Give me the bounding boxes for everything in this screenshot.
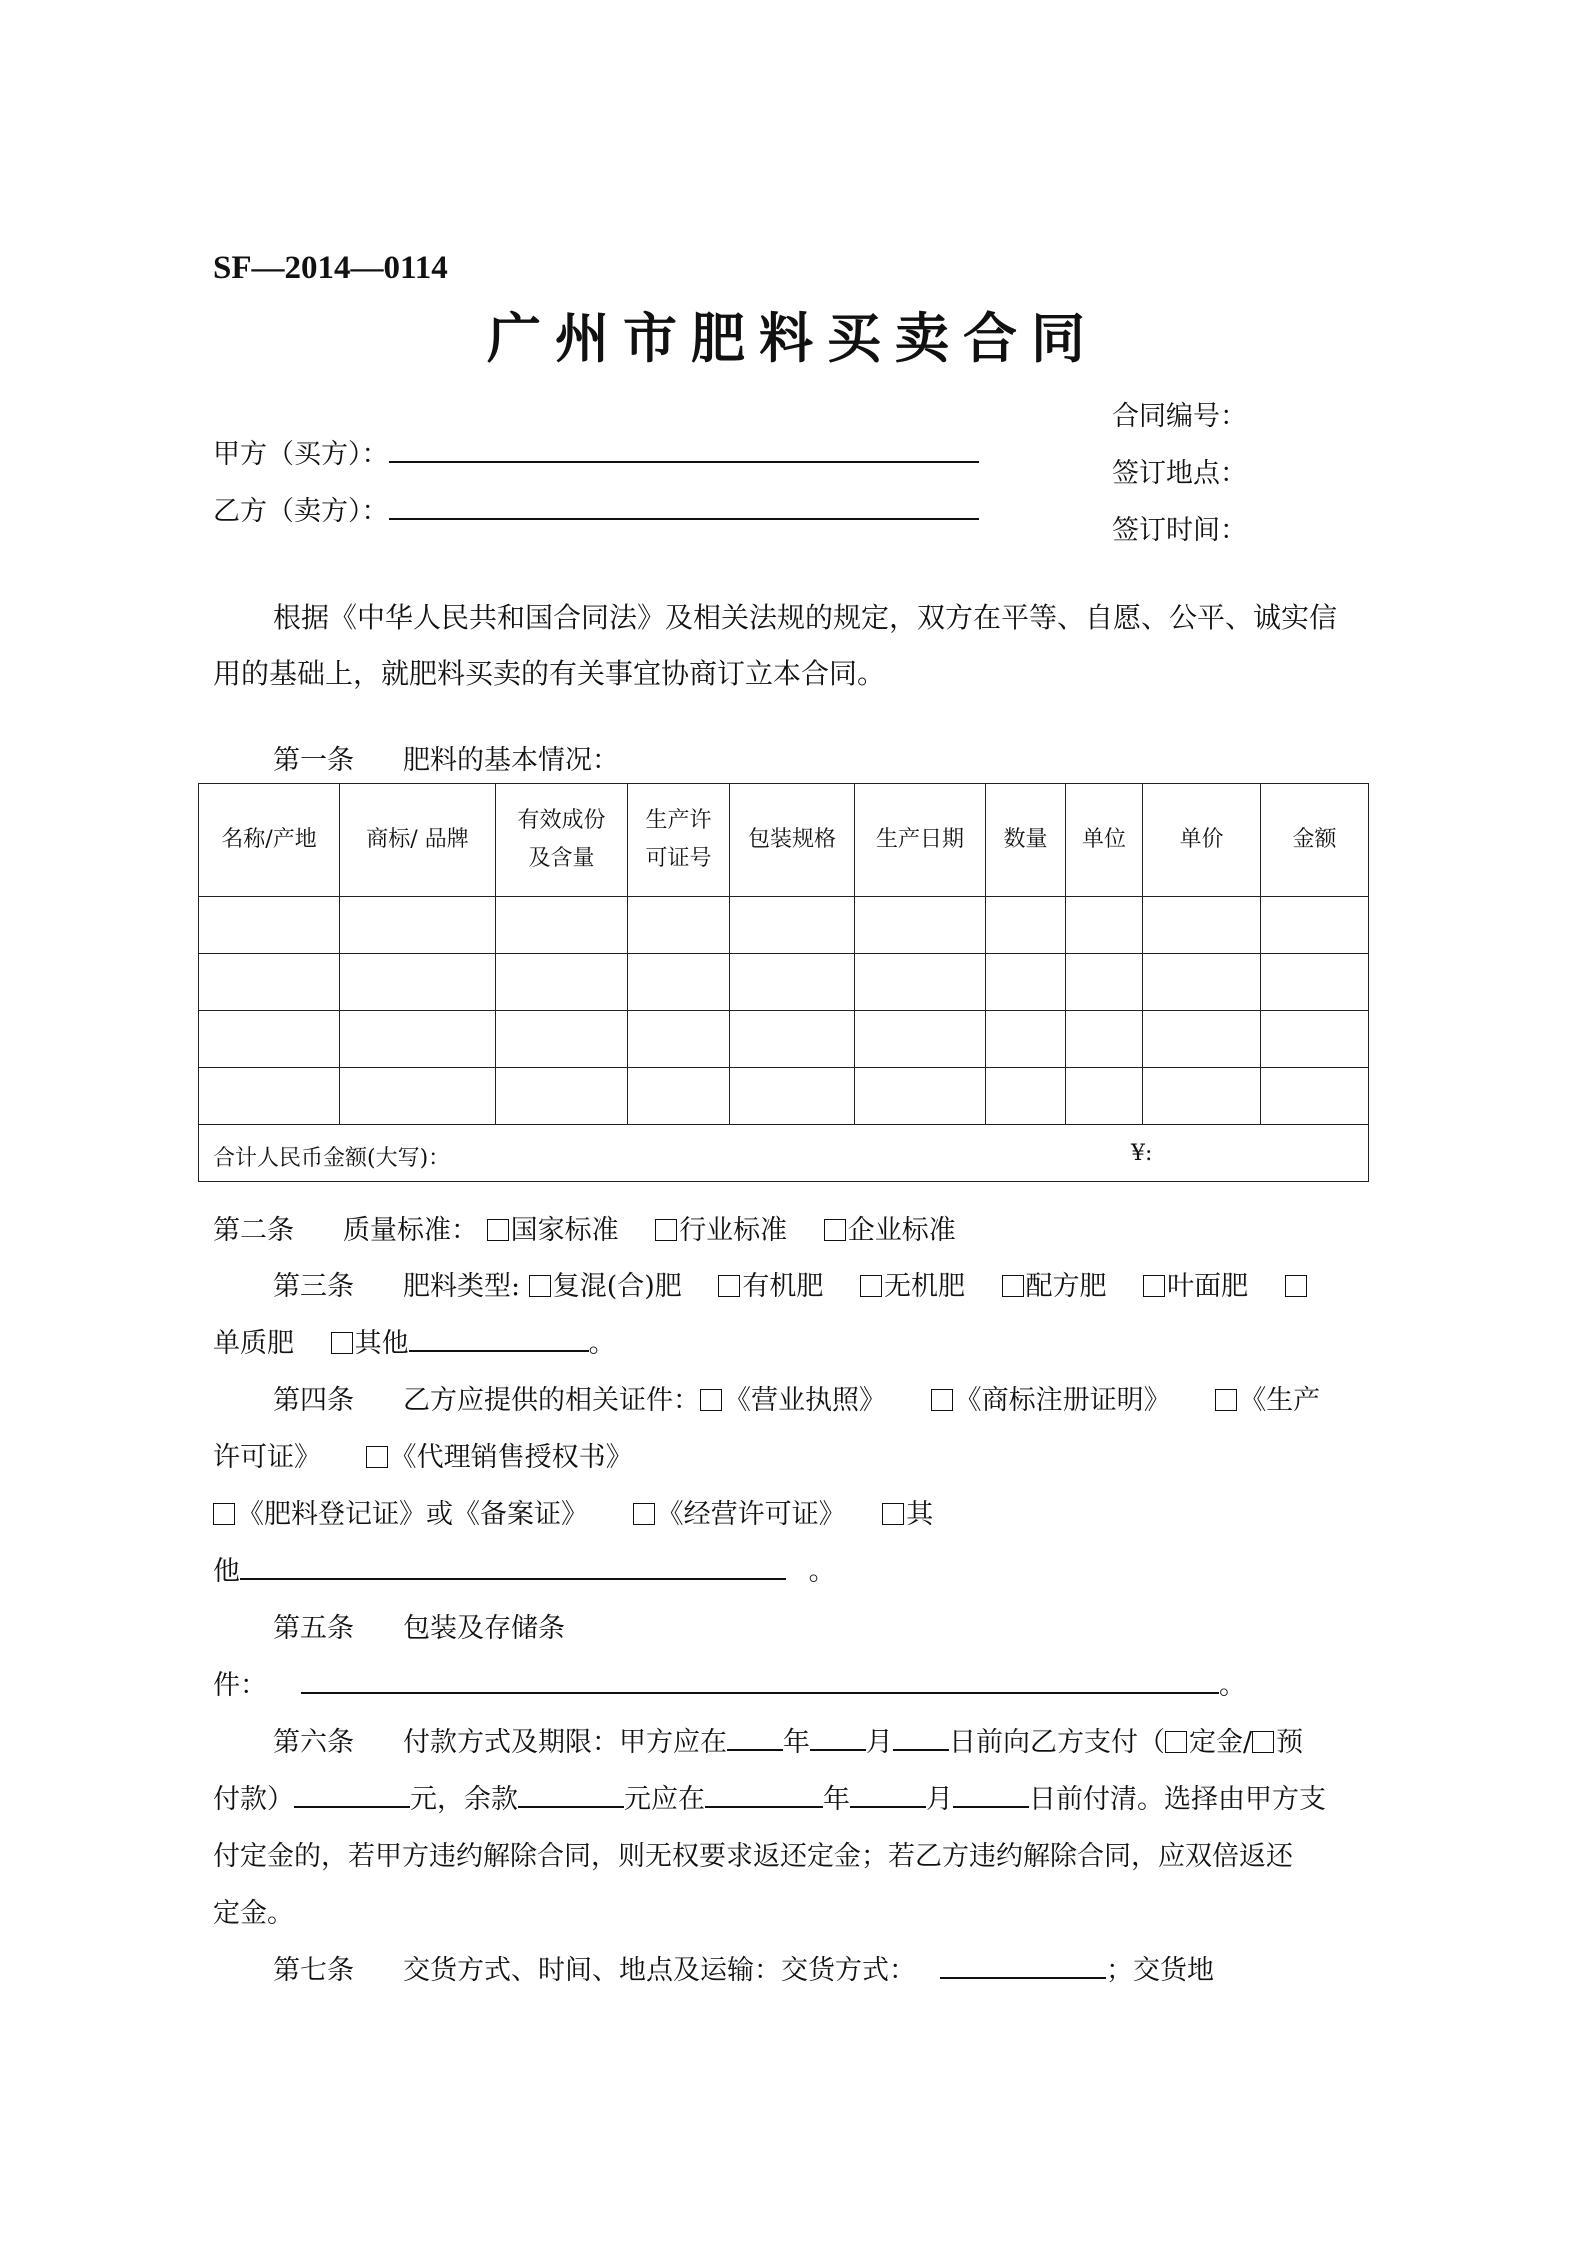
option-operation-license: 《经营许可证》 (656, 1499, 846, 1530)
article-1-label: 第一条 (273, 745, 354, 776)
table-row[interactable] (199, 897, 1369, 954)
option-other-type: 其他 (354, 1328, 409, 1359)
article-3-end: 。 (588, 1328, 616, 1359)
checkbox-enterprise-standard[interactable] (824, 1219, 846, 1241)
option-single-fertilizer: 单质肥 (213, 1328, 294, 1359)
article-1-heading (273, 738, 619, 777)
article-3-line-2 (213, 1321, 616, 1360)
day-clear-label: 日前付清。选择由甲方支 (1029, 1784, 1326, 1815)
option-business-license: 《营业执照》 (724, 1385, 886, 1416)
month-label: 月 (926, 1784, 953, 1815)
party-b-label: 乙方（卖方）： (213, 496, 389, 527)
month-label: 月 (866, 1727, 893, 1758)
option-production-license-a: 《生产 (1239, 1385, 1321, 1416)
option-fertilizer-registration: 《肥料登记证》或《备案证》 (237, 1499, 588, 1530)
article-5-line-2 (213, 1663, 1246, 1702)
checkbox-deposit[interactable] (1165, 1731, 1187, 1753)
checkbox-production-license[interactable] (1215, 1389, 1237, 1411)
article-3 (273, 1264, 1309, 1303)
article-2-text: 质量标准： (343, 1215, 478, 1246)
option-national-standard: 国家标准 (510, 1215, 619, 1246)
checkbox-industry-standard[interactable] (655, 1219, 677, 1241)
table-row[interactable] (199, 1011, 1369, 1068)
article-4-line-4 (213, 1549, 836, 1588)
intro-paragraph (213, 590, 1388, 702)
document-title: 广州市肥料买卖合同 (487, 306, 1099, 370)
article-6-line-2 (213, 1777, 1326, 1816)
party-a-blank[interactable] (389, 435, 979, 463)
total-amount-symbol: ¥: (1131, 1141, 1153, 1166)
delivery-method-blank[interactable] (940, 1951, 1106, 1979)
article-7-tail: ；交货地 (1106, 1955, 1214, 1986)
party-b-row (213, 489, 979, 528)
checkbox-trademark-certificate[interactable] (931, 1389, 953, 1411)
total-amount-label: 合计人民币金额(大写)： (213, 1146, 451, 1171)
party-a-row (213, 432, 979, 471)
article-7-text: 交货方式、时间、地点及运输：交货方式： (403, 1955, 916, 1986)
article-4-line-2 (213, 1435, 633, 1474)
pay-month-blank[interactable] (810, 1723, 866, 1751)
option-industry-standard: 行业标准 (679, 1215, 788, 1246)
header-brand: 商标/ 品牌 (340, 784, 496, 897)
other-type-blank[interactable] (409, 1324, 589, 1352)
prepay-amount-blank[interactable] (294, 1780, 410, 1808)
checkbox-other-documents[interactable] (882, 1503, 904, 1525)
option-trademark-certificate: 《商标注册证明》 (954, 1385, 1171, 1416)
article-4-text: 乙方应提供的相关证件： (403, 1385, 700, 1416)
header-amount: 金额 (1261, 784, 1369, 897)
checkbox-business-license[interactable] (700, 1389, 722, 1411)
table-total-row (199, 1125, 1369, 1182)
article-5-label: 第五条 (273, 1613, 354, 1644)
article-7-label: 第七条 (273, 1955, 354, 1986)
checkbox-fertilizer-registration[interactable] (213, 1503, 235, 1525)
packaging-storage-blank[interactable] (301, 1666, 1219, 1694)
year-label: 年 (783, 1727, 810, 1758)
header-production-date: 生产日期 (855, 784, 986, 897)
option-other-documents-b: 他 (213, 1556, 240, 1587)
checkbox-operation-license[interactable] (633, 1503, 655, 1525)
day-before-label: 日前向乙方支付（ (949, 1727, 1165, 1758)
article-7 (273, 1948, 1214, 1987)
pay-year-blank[interactable] (727, 1723, 783, 1751)
yuan-due-label: 元应在 (624, 1784, 705, 1815)
option-enterprise-standard: 企业标准 (847, 1215, 956, 1246)
article-5-text: 包装及存储条 (403, 1613, 565, 1644)
article-6-line-3: 付定金的，若甲方违约解除合同，则无权要求返还定金；若乙方违约解除合同，应双倍返还 (213, 1841, 1293, 1872)
article-4-line-3 (213, 1492, 933, 1531)
balance-year-blank[interactable] (705, 1780, 823, 1808)
table-header-row (199, 784, 1369, 897)
article-2-label: 第二条 (213, 1215, 294, 1246)
header-unit-price: 单价 (1143, 784, 1261, 897)
table-row[interactable] (199, 954, 1369, 1011)
option-sales-authorization: 《代理销售授权书》 (389, 1442, 633, 1473)
other-documents-blank[interactable] (240, 1552, 786, 1580)
sign-time-label: 签订时间： (1112, 515, 1247, 546)
party-b-blank[interactable] (389, 492, 979, 520)
article-4-end: 。 (808, 1556, 836, 1587)
option-deposit: 定金/ (1189, 1727, 1253, 1758)
article-6-line-4: 定金。 (213, 1898, 294, 1929)
checkbox-formula-fertilizer[interactable] (1002, 1275, 1024, 1297)
checkbox-foliar-fertilizer[interactable] (1143, 1275, 1165, 1297)
checkbox-compound-fertilizer[interactable] (529, 1275, 551, 1297)
article-2 (213, 1208, 956, 1247)
article-5-text-b: 件： (213, 1670, 267, 1701)
checkbox-organic-fertilizer[interactable] (718, 1275, 740, 1297)
article-6-text: 付款方式及期限：甲方应在 (403, 1727, 727, 1758)
balance-day-blank[interactable] (953, 1780, 1029, 1808)
header-ingredients: 有效成份 及含量 (496, 784, 628, 897)
article-1-text: 肥料的基本情况： (403, 745, 619, 776)
checkbox-single-fertilizer[interactable] (1285, 1275, 1307, 1297)
header-packaging: 包装规格 (730, 784, 855, 897)
option-formula-fertilizer: 配方肥 (1025, 1271, 1107, 1302)
option-inorganic-fertilizer: 无机肥 (883, 1271, 965, 1302)
option-production-license-b: 许可证》 (213, 1442, 321, 1473)
year-label: 年 (823, 1784, 850, 1815)
article-6-label: 第六条 (273, 1727, 354, 1758)
article-5 (273, 1606, 565, 1645)
header-unit: 单位 (1066, 784, 1143, 897)
article-5-end: 。 (1219, 1670, 1246, 1701)
checkbox-inorganic-fertilizer[interactable] (860, 1275, 882, 1297)
option-other-documents-a: 其 (906, 1499, 934, 1530)
article-3-text: 肥料类型: (403, 1271, 521, 1302)
checkbox-other-type[interactable] (331, 1332, 353, 1354)
checkbox-prepayment[interactable] (1252, 1731, 1274, 1753)
header-license: 生产许 可证号 (628, 784, 730, 897)
header-quantity: 数量 (986, 784, 1066, 897)
checkbox-sales-authorization[interactable] (366, 1446, 388, 1468)
document-code: SF—2014—0114 (213, 250, 448, 286)
article-4 (273, 1378, 1320, 1417)
option-prepayment-a: 预 (1276, 1727, 1304, 1758)
article-6 (273, 1720, 1303, 1759)
contract-no-label: 合同编号： (1112, 401, 1247, 432)
option-foliar-fertilizer: 叶面肥 (1167, 1271, 1249, 1302)
option-prepayment-b: 付款） (213, 1784, 294, 1815)
yuan-rest-label: 元，余款 (410, 1784, 518, 1815)
header-name-origin: 名称/产地 (199, 784, 340, 897)
balance-month-blank[interactable] (850, 1780, 926, 1808)
intro-line-2: 用的基础上，就肥料买卖的有关事宜协商订立本合同。 (213, 657, 886, 690)
article-3-label: 第三条 (273, 1271, 354, 1302)
sign-place-label: 签订地点： (1112, 458, 1247, 489)
article-4-label: 第四条 (273, 1385, 354, 1416)
fertilizer-table (198, 783, 1369, 1182)
balance-amount-blank[interactable] (518, 1780, 624, 1808)
table-row[interactable] (199, 1068, 1369, 1125)
party-a-label: 甲方（买方）： (213, 439, 389, 470)
option-compound-fertilizer: 复混(合)肥 (552, 1271, 682, 1302)
intro-line-1: 根据《中华人民共和国合同法》及相关法规的规定，双方在平等、自愿、公平、诚实信 (273, 601, 1338, 634)
pay-day-blank[interactable] (893, 1723, 949, 1751)
checkbox-national-standard[interactable] (487, 1219, 509, 1241)
option-organic-fertilizer: 有机肥 (742, 1271, 824, 1302)
